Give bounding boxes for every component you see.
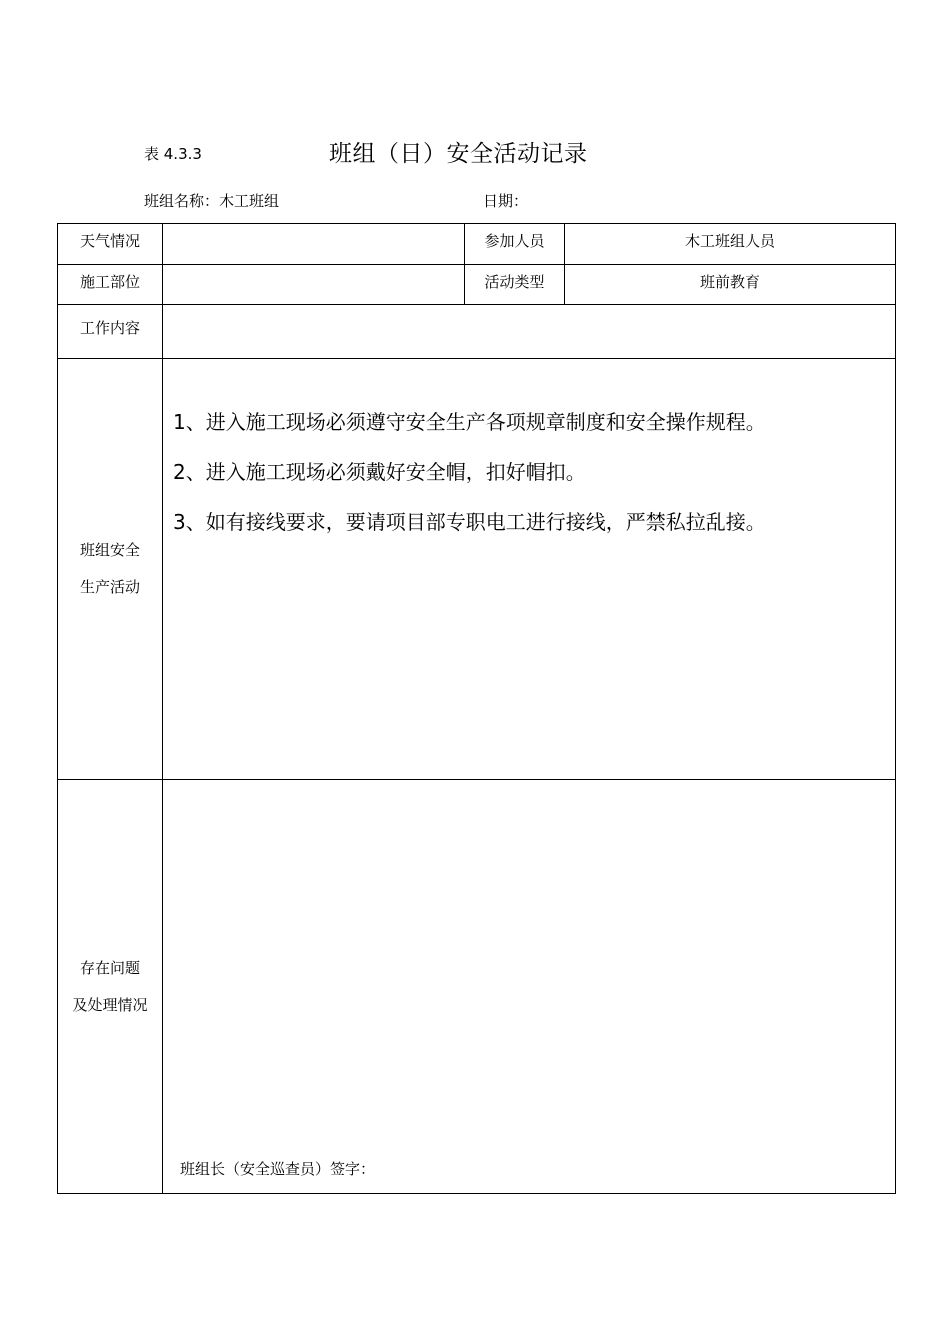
date-label: 日期： — [483, 192, 529, 210]
safety-activity-content — [163, 359, 896, 780]
list-item: 3、如有接线要求，要请项目部专职电工进行接线，严禁私拉乱接。 — [173, 510, 766, 534]
table-row — [58, 265, 896, 305]
record-table — [57, 223, 896, 1194]
problems-content — [163, 780, 896, 1194]
list-item: 2、进入施工现场必须戴好安全帽，扣好帽扣。 — [173, 460, 586, 484]
safety-activity-label-line2: 生产活动 — [79, 578, 140, 596]
problems-label-line1: 存在问题 — [79, 958, 140, 977]
safety-activity-label-line1: 班组安全 — [79, 541, 140, 559]
participants-label: 参加人员 — [465, 224, 565, 265]
list-item: 1、进入施工现场必须遵守安全生产各项规章制度和安全操作规程。 — [173, 410, 766, 434]
location-label: 施工部位 — [58, 265, 163, 305]
work-content-value — [163, 305, 896, 359]
problems-label — [58, 780, 163, 1194]
weather-value — [163, 224, 465, 265]
signature-line: 班组长（安全巡查员）签字： — [180, 1160, 376, 1178]
table-row — [58, 359, 896, 780]
participants-value: 木工班组人员 — [565, 224, 896, 265]
activity-type-label: 活动类型 — [465, 265, 565, 305]
table-row — [58, 305, 896, 359]
activity-type-value: 班前教育 — [565, 265, 896, 305]
weather-label: 天气情况 — [58, 224, 163, 265]
location-value — [163, 265, 465, 305]
table-number: 表 4.3.3 — [144, 145, 202, 163]
team-name: 班组名称：木工班组 — [144, 192, 280, 210]
table-row — [58, 224, 896, 265]
page-title: 班组（日）安全活动记录 — [329, 141, 588, 167]
problems-label-line2: 及处理情况 — [72, 995, 148, 1014]
safety-activity-label — [58, 359, 163, 780]
work-content-label: 工作内容 — [58, 305, 163, 359]
table-row — [58, 780, 896, 1194]
